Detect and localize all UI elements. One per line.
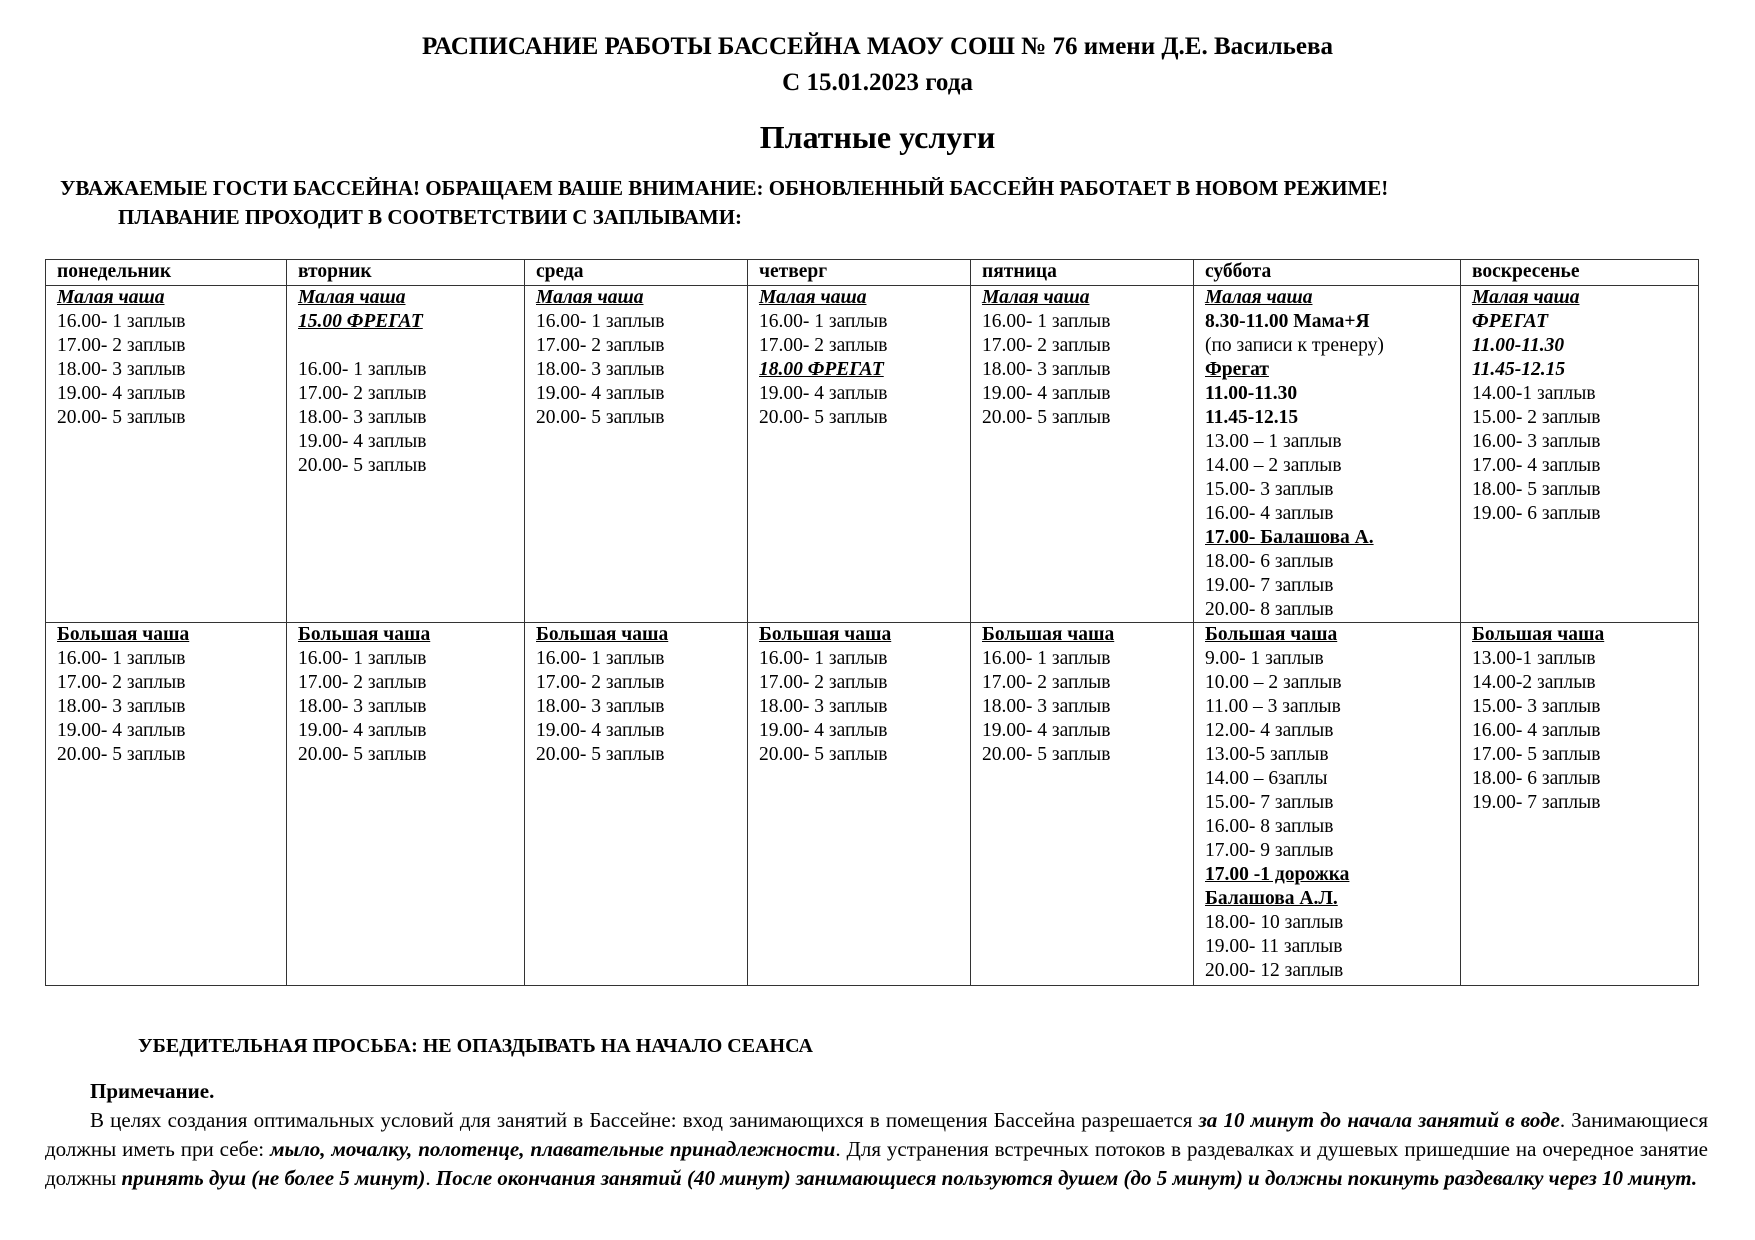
schedule-entry: 17.00- 2 заплыв (298, 672, 427, 693)
schedule-cell (287, 623, 525, 986)
schedule-entry: 18.00- 3 заплыв (298, 407, 427, 428)
schedule-entry: (по записи к тренеру) (1205, 335, 1384, 356)
schedule-entry: 18.00- 3 заплыв (57, 696, 186, 717)
note-title: Примечание. (90, 1079, 215, 1103)
day-header: воскресенье (1461, 260, 1699, 286)
pool-label: Малая чаша (536, 287, 644, 308)
note-part: После окончания занятий (40 минут) занимающиеся пользуются душем (до 5 минут) и должны покинуть раздевалку через 10 минут. (435, 1166, 1698, 1190)
schedule-entry: 16.00- 1 заплыв (536, 311, 665, 332)
schedule-entry: 11.45-12.15 (1205, 407, 1299, 428)
schedule-entry: 13.00 – 1 заплыв (1205, 431, 1342, 452)
schedule-entry: 20.00- 5 заплыв (759, 407, 888, 428)
schedule-cell (287, 286, 525, 623)
pool-label: Большая чаша (1205, 624, 1338, 645)
note-part: мыло, мочалку, полотенце, плавательные принадлежности (270, 1137, 836, 1161)
note-part: . (425, 1166, 436, 1190)
schedule-entry: 19.00- 4 заплыв (57, 720, 186, 741)
pool-label: Малая чаша (298, 287, 406, 308)
day-header: четверг (748, 260, 971, 286)
small-pool-row (46, 286, 1699, 623)
schedule-entry: 20.00- 5 заплыв (298, 744, 427, 765)
schedule-entry: 16.00- 1 заплыв (982, 311, 1111, 332)
schedule-entry: 19.00- 11 заплыв (1205, 936, 1343, 957)
schedule-entry: 20.00- 5 заплыв (982, 407, 1111, 428)
schedule-entry: 16.00- 1 заплыв (982, 648, 1111, 669)
schedule-entry: 16.00- 1 заплыв (759, 311, 888, 332)
schedule-entry: 19.00- 4 заплыв (759, 720, 888, 741)
schedule-entry: 20.00- 12 заплыв (1205, 960, 1344, 981)
schedule-entry: 19.00- 4 заплыв (982, 720, 1111, 741)
schedule-entry: Балашова А.Л. (1205, 888, 1338, 909)
schedule-entry: 18.00- 3 заплыв (759, 696, 888, 717)
schedule-cell (46, 286, 287, 623)
day-header: суббота (1194, 260, 1461, 286)
day-header: среда (525, 260, 748, 286)
schedule-entry: 19.00- 4 заплыв (536, 720, 665, 741)
schedule-cell (748, 286, 971, 623)
schedule-cell (1461, 286, 1699, 623)
schedule-entry: 17.00- 2 заплыв (759, 335, 888, 356)
schedule-entry: 18.00- 3 заплыв (982, 359, 1111, 380)
note-part: . Для устранения встречных потоков в раздевалках и душевых пришедшие на очередное занятие должны (45, 1137, 1708, 1190)
schedule-entry: 16.00- 1 заплыв (57, 311, 186, 332)
schedule-entry: 16.00- 1 заплыв (298, 359, 427, 380)
schedule-entry: 16.00- 1 заплыв (298, 648, 427, 669)
document-title: РАСПИСАНИЕ РАБОТЫ БАССЕЙНА МАОУ СОШ № 76 имени Д.Е. Васильева (422, 33, 1333, 60)
schedule-entry: 17.00- 2 заплыв (298, 383, 427, 404)
effective-date: С 15.01.2023 года (782, 69, 973, 96)
schedule-entry: 19.00- 4 заплыв (759, 383, 888, 404)
schedule-cell (525, 623, 748, 986)
schedule-entry: 18.00- 3 заплыв (982, 696, 1111, 717)
day-header: понедельник (46, 260, 287, 286)
pool-label: Большая чаша (982, 624, 1115, 645)
schedule-entry: 8.30-11.00 Мама+Я (1205, 311, 1370, 332)
schedule-cell (1461, 623, 1699, 986)
schedule-entry: 19.00- 4 заплыв (57, 383, 186, 404)
schedule-entry: 18.00- 3 заплыв (536, 696, 665, 717)
day-header: вторник (287, 260, 525, 286)
section-subtitle: Платные услуги (759, 119, 996, 155)
schedule-entry: 16.00- 3 заплыв (1472, 431, 1601, 452)
schedule-entry: ФРЕГАТ (1472, 311, 1548, 332)
schedule-entry: 10.00 – 2 заплыв (1205, 672, 1342, 693)
schedule-entry: 16.00- 1 заплыв (57, 648, 186, 669)
pool-label: Большая чаша (759, 624, 892, 645)
schedule-entry: 18.00- 6 заплыв (1472, 768, 1601, 789)
schedule-entry: 17.00- 2 заплыв (57, 672, 186, 693)
schedule-entry: 14.00 – 6заплы (1205, 768, 1328, 789)
schedule-entry: 14.00-1 заплыв (1472, 383, 1596, 404)
schedule-table (45, 259, 1699, 986)
schedule-entry: 14.00 – 2 заплыв (1205, 455, 1342, 476)
pool-label: Малая чаша (759, 287, 867, 308)
schedule-entry: 16.00- 1 заплыв (759, 648, 888, 669)
schedule-entry: 20.00- 5 заплыв (57, 744, 186, 765)
schedule-entry: 15.00- 3 заплыв (1472, 696, 1601, 717)
schedule-entry: 20.00- 5 заплыв (759, 744, 888, 765)
schedule-entry: 18.00- 10 заплыв (1205, 912, 1344, 933)
schedule-entry: 20.00- 5 заплыв (298, 455, 427, 476)
schedule-entry: 17.00 -1 дорожка (1205, 864, 1350, 885)
pool-label: Большая чаша (536, 624, 669, 645)
schedule-entry: 20.00- 8 заплыв (1205, 599, 1334, 620)
schedule-entry: Фрегат (1205, 359, 1269, 380)
schedule-cell (525, 286, 748, 623)
pool-label: Большая чаша (57, 624, 190, 645)
schedule-entry (298, 334, 524, 358)
day-header: пятница (971, 260, 1194, 286)
pool-label: Большая чаша (298, 624, 431, 645)
schedule-cell (971, 623, 1194, 986)
schedule-entry: 9.00- 1 заплыв (1205, 648, 1324, 669)
schedule-entry: 16.00- 8 заплыв (1205, 816, 1334, 837)
schedule-entry: 17.00- 5 заплыв (1472, 744, 1601, 765)
note-part: за 10 минут до начала занятий в воде (1198, 1108, 1560, 1132)
schedule-entry: 19.00- 7 заплыв (1472, 792, 1601, 813)
schedule-entry: 20.00- 5 заплыв (982, 744, 1111, 765)
schedule-entry: 13.00-5 заплыв (1205, 744, 1329, 765)
request-banner: УБЕДИТЕЛЬНАЯ ПРОСЬБА: НЕ ОПАЗДЫВАТЬ НА НАЧАЛО СЕАНСА (138, 1035, 813, 1057)
schedule-entry: 17.00- 2 заплыв (759, 672, 888, 693)
big-pool-row (46, 623, 1699, 986)
notice-line-2: ПЛАВАНИЕ ПРОХОДИТ В СООТВЕТСТВИИ С ЗАПЛЫВАМИ: (118, 205, 743, 229)
schedule-entry: 14.00-2 заплыв (1472, 672, 1596, 693)
schedule-entry: 20.00- 5 заплыв (536, 744, 665, 765)
note-paragraph (45, 1106, 1708, 1193)
schedule-entry: 19.00- 4 заплыв (298, 431, 427, 452)
schedule-cell (46, 623, 287, 986)
schedule-entry: 17.00- 2 заплыв (536, 335, 665, 356)
schedule-entry: 17.00- 2 заплыв (982, 335, 1111, 356)
schedule-entry: 11.00-11.30 (1472, 335, 1565, 356)
pool-label: Малая чаша (57, 287, 165, 308)
schedule-entry: 15.00 ФРЕГАТ (298, 311, 423, 332)
schedule-entry: 18.00- 3 заплыв (536, 359, 665, 380)
pool-label: Малая чаша (1472, 287, 1580, 308)
schedule-entry: 15.00- 7 заплыв (1205, 792, 1334, 813)
note-part: В целях создания оптимальных условий для занятий в Бассейне: вход занимающихся в помещения Бассейна разрешается (90, 1108, 1199, 1132)
schedule-entry: 17.00- 9 заплыв (1205, 840, 1334, 861)
schedule-entry: 19.00- 6 заплыв (1472, 503, 1601, 524)
schedule-entry: 18.00- 5 заплыв (1472, 479, 1601, 500)
schedule-entry: 15.00- 3 заплыв (1205, 479, 1334, 500)
note-part: принять душ (не более 5 минут) (121, 1166, 426, 1190)
schedule-entry: 19.00- 4 заплыв (536, 383, 665, 404)
schedule-cell (971, 286, 1194, 623)
schedule-entry: 20.00- 5 заплыв (536, 407, 665, 428)
schedule-entry: 15.00- 2 заплыв (1472, 407, 1601, 428)
schedule-entry: 17.00- 2 заплыв (536, 672, 665, 693)
note-part: . Занимающиеся должны иметь при себе: (45, 1108, 1708, 1161)
schedule-cell (1194, 623, 1461, 986)
schedule-entry: 11.00 – 3 заплыв (1205, 696, 1341, 717)
schedule-entry: 17.00- Балашова А. (1205, 527, 1374, 548)
schedule-entry: 13.00-1 заплыв (1472, 648, 1596, 669)
schedule-entry: 16.00- 4 заплыв (1472, 720, 1601, 741)
pool-label: Большая чаша (1472, 624, 1605, 645)
schedule-entry: 11.45-12.15 (1472, 359, 1566, 380)
schedule-entry: 18.00 ФРЕГАТ (759, 359, 884, 380)
pool-label: Малая чаша (982, 287, 1090, 308)
schedule-cell (748, 623, 971, 986)
schedule-entry: 20.00- 5 заплыв (57, 407, 186, 428)
day-header-row (46, 260, 1699, 286)
schedule-entry: 18.00- 3 заплыв (57, 359, 186, 380)
schedule-entry: 12.00- 4 заплыв (1205, 720, 1334, 741)
schedule-entry: 19.00- 4 заплыв (982, 383, 1111, 404)
schedule-entry: 16.00- 4 заплыв (1205, 503, 1334, 524)
schedule-entry: 18.00- 3 заплыв (298, 696, 427, 717)
schedule-entry: 17.00- 4 заплыв (1472, 455, 1601, 476)
pool-label: Малая чаша (1205, 287, 1313, 308)
schedule-entry: 17.00- 2 заплыв (982, 672, 1111, 693)
schedule-entry: 19.00- 7 заплыв (1205, 575, 1334, 596)
notice-line-1: УВАЖАЕМЫЕ ГОСТИ БАССЕЙНА! ОБРАЩАЕМ ВАШЕ ВНИМАНИЕ: ОБНОВЛЕННЫЙ БАССЕЙН РАБОТАЕТ В НОВОМ РЕЖИМЕ! (60, 176, 1389, 200)
schedule-entry: 17.00- 2 заплыв (57, 335, 186, 356)
schedule-entry: 19.00- 4 заплыв (298, 720, 427, 741)
schedule-entry: 11.00-11.30 (1205, 383, 1298, 404)
schedule-entry: 16.00- 1 заплыв (536, 648, 665, 669)
schedule-cell (1194, 286, 1461, 623)
schedule-entry: 18.00- 6 заплыв (1205, 551, 1334, 572)
